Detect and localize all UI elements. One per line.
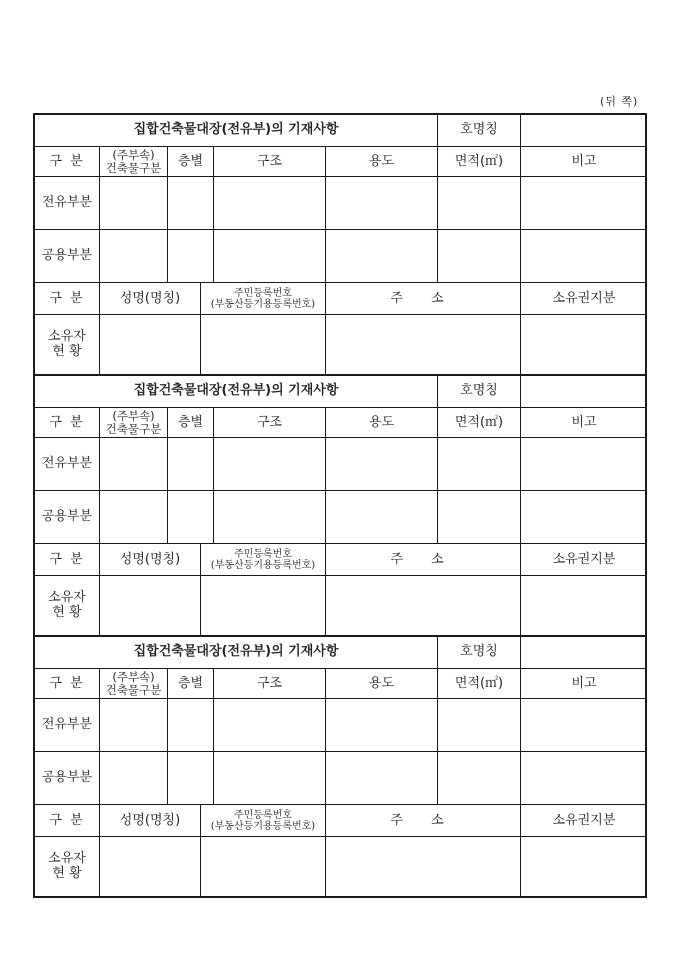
- registry-section: [35, 374, 645, 635]
- cell-owner-share[interactable]: [520, 837, 647, 897]
- owner-header-address: 주 소: [325, 544, 520, 576]
- owner-row: [35, 836, 645, 897]
- row-label-exclusive: 전유부분: [41, 717, 93, 733]
- owner-row-label-line2: 현 황: [52, 344, 82, 359]
- cell-owner-name[interactable]: [99, 315, 200, 375]
- header-building-type: [99, 147, 167, 177]
- owner-header-id-line2: (부동산등기용등록번호): [210, 821, 316, 832]
- header-building-type-line1: (주부속): [112, 669, 155, 684]
- cell-floor[interactable]: [167, 752, 213, 805]
- header-division: 구 분: [49, 675, 85, 691]
- cell-structure[interactable]: [213, 177, 325, 230]
- row-label-common: 공용부분: [41, 248, 93, 264]
- cell-remarks[interactable]: [520, 699, 647, 752]
- unit-row-common: [35, 751, 645, 805]
- cell-area[interactable]: [437, 699, 520, 752]
- unit-row-common: [35, 490, 645, 544]
- cell-owner-id[interactable]: [200, 315, 325, 375]
- header-building-type: [99, 669, 167, 699]
- owner-header-id-line2: (부동산등기용등록번호): [210, 560, 316, 571]
- cell-use[interactable]: [325, 491, 437, 544]
- cell-owner-share[interactable]: [520, 315, 647, 375]
- section-title-row: [35, 376, 645, 407]
- section-title: 집합건축물대장(전유부)의 기재사항: [133, 122, 339, 138]
- cell-owner-address[interactable]: [325, 837, 520, 897]
- header-building-type: [99, 408, 167, 438]
- cell-floor[interactable]: [167, 438, 213, 491]
- owner-row-label-line2: 현 황: [52, 605, 82, 620]
- cell-owner-address[interactable]: [325, 315, 520, 375]
- alias-value-field[interactable]: [520, 637, 647, 668]
- unit-row-exclusive: [35, 176, 645, 230]
- header-area: 면적(㎡): [437, 669, 520, 699]
- owner-header-address: 주 소: [325, 283, 520, 315]
- owner-header-share: 소유권지분: [520, 805, 647, 837]
- cell-structure[interactable]: [213, 752, 325, 805]
- header-remarks: 비고: [520, 147, 647, 177]
- header-structure: 구조: [213, 408, 325, 438]
- cell-area[interactable]: [437, 752, 520, 805]
- cell-building-type[interactable]: [99, 699, 167, 752]
- header-division: 구 분: [49, 153, 85, 169]
- header-floor: 층별: [167, 408, 213, 438]
- header-structure: 구조: [213, 669, 325, 699]
- alias-label: 호명칭: [437, 376, 520, 407]
- alias-label: 호명칭: [437, 637, 520, 668]
- owner-header-share: 소유권지분: [520, 544, 647, 576]
- owner-header-share: 소유권지분: [520, 283, 647, 315]
- owner-header-id: [200, 805, 325, 837]
- owner-header-name: 성명(명칭): [99, 544, 200, 576]
- cell-use[interactable]: [325, 699, 437, 752]
- cell-owner-id[interactable]: [200, 576, 325, 636]
- cell-remarks[interactable]: [520, 491, 647, 544]
- owner-row-label: [35, 837, 99, 897]
- owner-row: [35, 575, 645, 636]
- header-building-type-line2: 건축물구분: [105, 683, 162, 697]
- unit-header-row: [35, 668, 645, 699]
- owner-header-row: [35, 282, 645, 315]
- section-title-row: [35, 637, 645, 668]
- cell-building-type[interactable]: [99, 177, 167, 230]
- owner-header-address: 주 소: [325, 805, 520, 837]
- header-remarks: 비고: [520, 669, 647, 699]
- owner-header-id-line1: 주민등록번호: [234, 287, 292, 299]
- cell-owner-address[interactable]: [325, 576, 520, 636]
- section-title: 집합건축물대장(전유부)의 기재사항: [133, 383, 339, 399]
- owner-row-label-line2: 현 황: [52, 866, 82, 881]
- owner-row-label-line1: 소유자: [48, 590, 86, 606]
- unit-header-row: [35, 146, 645, 177]
- cell-structure[interactable]: [213, 230, 325, 283]
- row-label-common: 공용부분: [41, 509, 93, 525]
- header-building-type-line1: (주부속): [112, 147, 155, 162]
- cell-building-type[interactable]: [99, 491, 167, 544]
- section-title-row: [35, 115, 645, 146]
- cell-use[interactable]: [325, 177, 437, 230]
- owner-header-id-line1: 주민등록번호: [234, 548, 292, 560]
- cell-structure[interactable]: [213, 699, 325, 752]
- owner-header-id: [200, 283, 325, 315]
- header-building-type-line2: 건축물구분: [105, 161, 162, 175]
- owner-row-label-line1: 소유자: [48, 329, 86, 345]
- cell-structure[interactable]: [213, 438, 325, 491]
- cell-remarks[interactable]: [520, 177, 647, 230]
- unit-header-row: [35, 407, 645, 438]
- header-use: 용도: [325, 669, 437, 699]
- owner-row-label-line1: 소유자: [48, 851, 86, 867]
- cell-area[interactable]: [437, 230, 520, 283]
- cell-remarks[interactable]: [520, 438, 647, 491]
- owner-header-id: [200, 544, 325, 576]
- cell-building-type[interactable]: [99, 230, 167, 283]
- cell-area[interactable]: [437, 177, 520, 230]
- cell-remarks[interactable]: [520, 230, 647, 283]
- header-floor: 층별: [167, 669, 213, 699]
- cell-floor[interactable]: [167, 699, 213, 752]
- cell-use[interactable]: [325, 230, 437, 283]
- cell-remarks[interactable]: [520, 752, 647, 805]
- cell-use[interactable]: [325, 438, 437, 491]
- unit-row-common: [35, 229, 645, 283]
- cell-owner-share[interactable]: [520, 576, 647, 636]
- cell-use[interactable]: [325, 752, 437, 805]
- registry-section: [35, 115, 645, 374]
- page-side-label: (뒤 쪽): [600, 95, 639, 108]
- owner-header-id-line1: 주민등록번호: [234, 809, 292, 821]
- cell-structure[interactable]: [213, 491, 325, 544]
- header-building-type-line2: 건축물구분: [105, 422, 162, 436]
- owner-header-row: [35, 543, 645, 576]
- owner-header-id-line2: (부동산등기용등록번호): [210, 299, 316, 310]
- cell-floor[interactable]: [167, 491, 213, 544]
- header-building-type-line1: (주부속): [112, 408, 155, 423]
- cell-owner-name[interactable]: [99, 576, 200, 636]
- header-floor: 층별: [167, 147, 213, 177]
- owner-header-division: 구 분: [49, 290, 85, 306]
- header-area: 면적(㎡): [437, 408, 520, 438]
- cell-owner-name[interactable]: [99, 837, 200, 897]
- owner-header-row: [35, 804, 645, 837]
- header-remarks: 비고: [520, 408, 647, 438]
- owner-header-name: 성명(명칭): [99, 805, 200, 837]
- cell-floor[interactable]: [167, 177, 213, 230]
- header-division: 구 분: [49, 414, 85, 430]
- owner-header-division: 구 분: [49, 551, 85, 567]
- header-area: 면적(㎡): [437, 147, 520, 177]
- unit-row-exclusive: [35, 698, 645, 752]
- registry-section: [35, 635, 645, 896]
- cell-floor[interactable]: [167, 230, 213, 283]
- header-use: 용도: [325, 147, 437, 177]
- cell-building-type[interactable]: [99, 438, 167, 491]
- unit-row-exclusive: [35, 437, 645, 491]
- owner-row-label: [35, 315, 99, 375]
- row-label-exclusive: 전유부분: [41, 195, 93, 211]
- header-use: 용도: [325, 408, 437, 438]
- owner-row: [35, 314, 645, 375]
- cell-building-type[interactable]: [99, 752, 167, 805]
- row-label-exclusive: 전유부분: [41, 456, 93, 472]
- alias-label: 호명칭: [437, 115, 520, 146]
- owner-row-label: [35, 576, 99, 636]
- alias-value-field[interactable]: [520, 115, 647, 146]
- registry-form: [33, 113, 647, 898]
- cell-area[interactable]: [437, 491, 520, 544]
- cell-owner-id[interactable]: [200, 837, 325, 897]
- owner-header-name: 성명(명칭): [99, 283, 200, 315]
- section-title: 집합건축물대장(전유부)의 기재사항: [133, 644, 339, 660]
- header-structure: 구조: [213, 147, 325, 177]
- alias-value-field[interactable]: [520, 376, 647, 407]
- cell-area[interactable]: [437, 438, 520, 491]
- row-label-common: 공용부분: [41, 770, 93, 786]
- owner-header-division: 구 분: [49, 812, 85, 828]
